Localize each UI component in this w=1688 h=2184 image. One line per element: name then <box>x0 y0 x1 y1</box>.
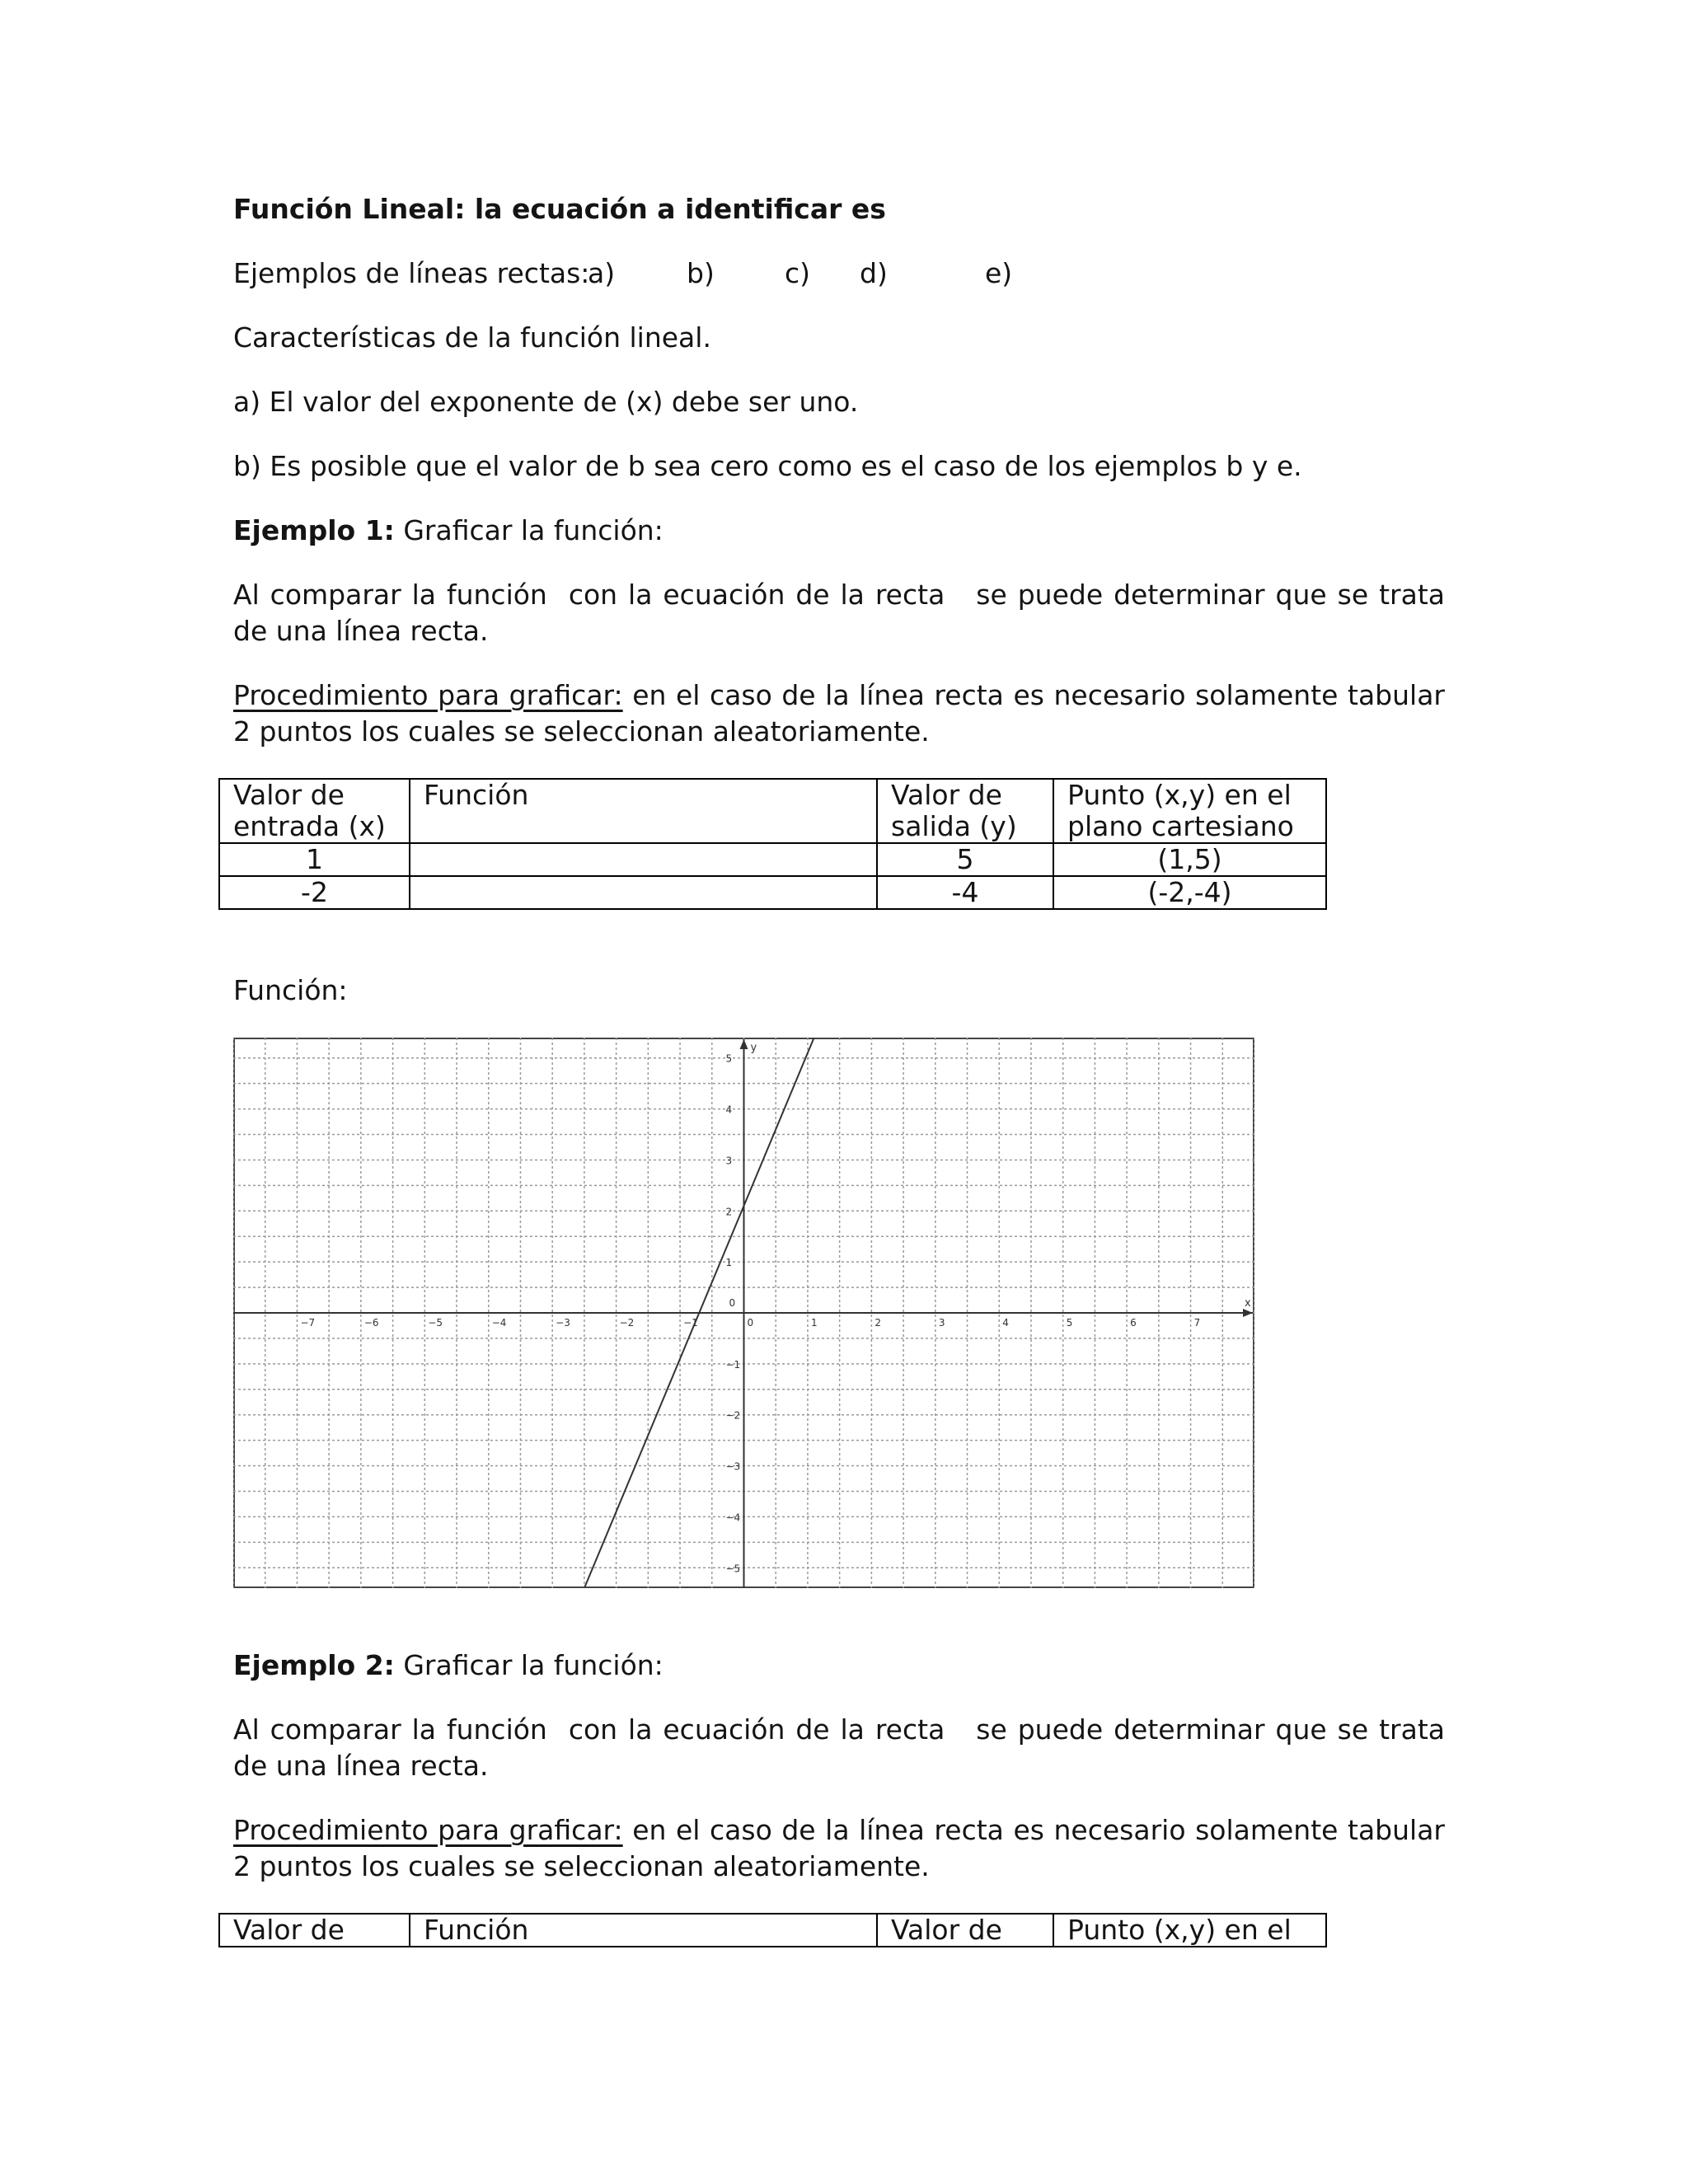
example2-compare-paragraph <box>233 1712 1445 1784</box>
example-item-b: b) <box>687 257 715 289</box>
table-row <box>219 876 1326 909</box>
characteristic-a: a) El valor del exponente de (x) debe ser uno. <box>233 386 859 418</box>
example2-heading <box>233 1647 663 1684</box>
y-tick-label: −1 <box>725 1358 741 1371</box>
x-tick-label: −7 <box>300 1317 316 1329</box>
example2-label: Ejemplo 2: <box>233 1649 395 1681</box>
table-cell <box>410 843 877 876</box>
characteristic-b: b) Es posible que el valor de b sea cero como es el caso de los ejemplos b y e. <box>233 450 1302 482</box>
x-tick-label: −6 <box>363 1317 379 1329</box>
y-axis-label: y <box>750 1042 757 1054</box>
table-row <box>219 843 1326 876</box>
table-cell: (1,5) <box>1053 843 1326 876</box>
y-tick-label: 0 <box>729 1297 736 1309</box>
x-tick-label: 2 <box>874 1317 882 1329</box>
page-title: Función Lineal: la ecuación a identificar es <box>233 193 886 225</box>
x-axis-label: x <box>1245 1297 1251 1310</box>
example1-procedure-label: Procedimiento para graficar: <box>233 679 623 711</box>
example-item-d: d) <box>860 257 888 289</box>
y-tick-label: −4 <box>725 1511 741 1524</box>
x-tick-label: −3 <box>556 1317 570 1329</box>
example2-compare-part1: Al comparar la función <box>233 1713 547 1746</box>
table-header-cell: Función <box>410 779 877 843</box>
table-header-cell: Función <box>410 1914 877 1947</box>
y-tick-label: 5 <box>725 1052 733 1065</box>
y-tick-label: −2 <box>725 1409 741 1422</box>
characteristics-heading: Características de la función lineal. <box>233 321 711 354</box>
table-header-cell: Punto (x,y) en el plano cartesiano <box>1053 779 1326 843</box>
table-header-cell: Valor de <box>877 1914 1053 1947</box>
x-tick-label: −2 <box>619 1317 635 1329</box>
y-tick-label: 2 <box>725 1206 733 1218</box>
x-tick-label: 3 <box>938 1317 945 1329</box>
x-tick-label: 5 <box>1066 1317 1073 1329</box>
examples-label: Ejemplos de líneas rectas: <box>233 257 590 289</box>
table-header-cell: Valor de salida (y) <box>877 779 1053 843</box>
example1-label: Ejemplo 1: <box>233 514 395 546</box>
table-cell: 5 <box>877 843 1053 876</box>
example1-compare-paragraph <box>233 577 1445 649</box>
x-tick-label: 0 <box>747 1317 754 1329</box>
y-tick-label: 3 <box>725 1155 733 1167</box>
x-tick-label: 6 <box>1130 1317 1137 1329</box>
example1-heading <box>233 513 663 549</box>
example1-table <box>218 778 1327 910</box>
example2-procedure-text: en el caso de la línea recta es necesario solamente tabular 2 puntos los cuales se seleccionan aleatoriamente. <box>233 1814 1445 1882</box>
x-tick-label: 1 <box>810 1317 818 1329</box>
example1-compare-part1: Al comparar la función <box>233 579 547 611</box>
example1-compare-part2: con la ecuación de la recta <box>568 579 945 611</box>
table-cell: -2 <box>219 876 410 909</box>
cartesian-plane-chart <box>233 1038 1254 1588</box>
x-tick-label: −5 <box>428 1317 443 1329</box>
y-tick-label: −3 <box>725 1460 741 1473</box>
table-header-row <box>219 1914 1326 1947</box>
example2-procedure-label: Procedimiento para graficar: <box>233 1814 623 1846</box>
example2-compare-part2: con la ecuación de la recta <box>568 1713 945 1746</box>
example2-table <box>218 1913 1327 1947</box>
y-tick-label: −5 <box>725 1563 741 1575</box>
table-cell: (-2,-4) <box>1053 876 1326 909</box>
table-header-cell: Valor de <box>219 1914 410 1947</box>
x-tick-label: −1 <box>683 1317 698 1329</box>
example1-compare-part3: se puede determinar que se trata de una línea recta. <box>233 579 1445 647</box>
x-tick-label: 4 <box>1002 1317 1009 1329</box>
table-cell: -4 <box>877 876 1053 909</box>
x-tick-label: 7 <box>1193 1317 1201 1329</box>
function-label: Función: <box>233 974 348 1006</box>
table-header-cell: Valor de entrada (x) <box>219 779 410 843</box>
example1-procedure-text: en el caso de la línea recta es necesario solamente tabular 2 puntos los cuales se seleccionan aleatoriamente. <box>233 679 1445 748</box>
example-item-a: a) <box>588 257 616 289</box>
example1-instruction: Graficar la función: <box>394 514 663 546</box>
x-tick-label: −4 <box>491 1317 507 1329</box>
example-item-e: e) <box>985 257 1013 289</box>
table-cell <box>410 876 877 909</box>
y-tick-label: 4 <box>725 1104 733 1116</box>
table-header-cell: Punto (x,y) en el <box>1053 1914 1326 1947</box>
table-header-row <box>219 779 1326 843</box>
example2-procedure-paragraph <box>233 1812 1445 1885</box>
example1-procedure-paragraph <box>233 677 1445 750</box>
example2-instruction: Graficar la función: <box>394 1649 663 1681</box>
example-item-c: c) <box>785 257 811 289</box>
y-tick-label: 1 <box>725 1257 733 1269</box>
table-cell: 1 <box>219 843 410 876</box>
example2-compare-part3: se puede determinar que se trata de una línea recta. <box>233 1713 1445 1782</box>
